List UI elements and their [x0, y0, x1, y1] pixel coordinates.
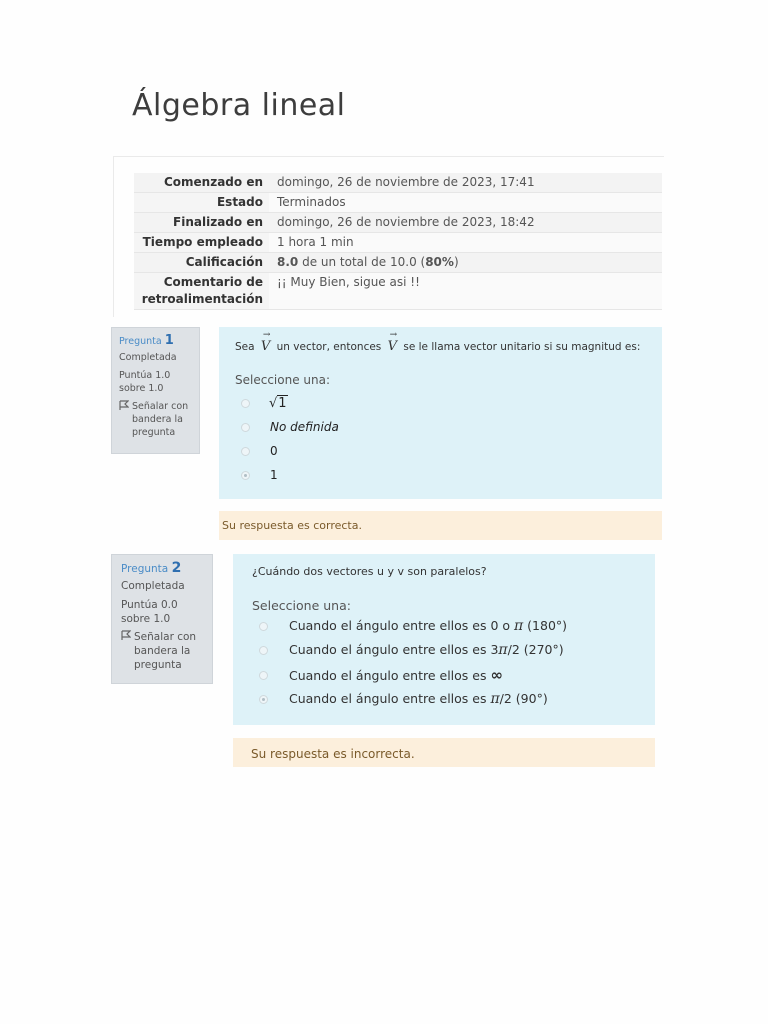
flag-icon	[121, 630, 131, 672]
summary-label: Comenzado en	[134, 173, 269, 193]
flag-question-link[interactable]	[121, 630, 203, 672]
vector-arrow: →	[262, 330, 271, 340]
summary-label: Tiempo empleado	[134, 233, 269, 253]
question-text: Sea → V un vector, entonces → V se le llama vector unitario si su magnitud es:	[235, 330, 641, 354]
summary-row-finished	[134, 213, 662, 233]
question-content-1	[219, 327, 662, 499]
question-number: Pregunta 2	[121, 560, 182, 576]
answer-option[interactable]	[259, 666, 503, 684]
feedback-text: Su respuesta es correcta.	[222, 519, 362, 532]
option-label: √1	[269, 396, 287, 411]
summary-label: Estado	[134, 193, 269, 213]
summary-label: Calificación	[134, 253, 269, 273]
radio-icon[interactable]	[259, 695, 268, 704]
radio-icon[interactable]	[241, 399, 250, 408]
question-status: Completada	[119, 352, 177, 363]
option-label: Cuando el ángulo entre ellos es 3π/2 (270°)	[289, 642, 564, 658]
radio-icon[interactable]	[259, 646, 268, 655]
summary-table	[134, 173, 662, 310]
summary-row-grade	[134, 253, 662, 273]
summary-row-time	[134, 233, 662, 253]
answer-option[interactable]	[241, 396, 288, 411]
question-info-2	[111, 554, 213, 684]
radio-icon[interactable]	[241, 423, 250, 432]
feedback-2	[233, 738, 655, 767]
answer-option[interactable]	[259, 642, 564, 658]
summary-label: Comentario de retroalimentación	[134, 273, 269, 310]
feedback-text: Su respuesta es incorrecta.	[251, 747, 415, 761]
question-status: Completada	[121, 580, 185, 592]
vector-symbol: V	[260, 339, 271, 354]
summary-label: Finalizado en	[134, 213, 269, 233]
page-title: Álgebra lineal	[132, 88, 346, 123]
question-score: Puntúa 0.0 sobre 1.0	[121, 599, 178, 625]
flag-question-link[interactable]	[119, 400, 192, 439]
question-info-1	[111, 327, 200, 454]
option-label: No definida	[270, 420, 339, 434]
summary-value	[269, 253, 662, 273]
summary-value: 1 hora 1 min	[269, 233, 662, 253]
feedback-1	[219, 511, 662, 540]
summary-row-state	[134, 193, 662, 213]
answer-option[interactable]	[241, 444, 278, 458]
option-label: Cuando el ángulo entre ellos es ∞	[289, 666, 503, 684]
option-label: Cuando el ángulo entre ellos es π/2 (90°)	[289, 691, 548, 707]
question-text: ¿Cuándo dos vectores u y v son paralelos?	[252, 565, 487, 578]
option-label: 1	[270, 468, 278, 482]
radio-icon[interactable]	[259, 622, 268, 631]
option-label: 0	[270, 444, 278, 458]
question-score: Puntúa 1.0 sobre 1.0	[119, 370, 171, 394]
option-label: Cuando el ángulo entre ellos es 0 o π (180°)	[289, 618, 568, 634]
radio-icon[interactable]	[241, 447, 250, 456]
grade-points: 8.0	[277, 255, 299, 269]
flag-icon	[119, 400, 129, 439]
summary-value: domingo, 26 de noviembre de 2023, 17:41	[269, 173, 662, 193]
summary-value: Terminados	[269, 193, 662, 213]
infinity-symbol: ∞	[490, 666, 503, 684]
flag-label: Señalar con bandera la pregunta	[132, 401, 189, 438]
select-label: Seleccione una:	[252, 598, 351, 613]
summary-row-feedback	[134, 273, 662, 310]
answer-option[interactable]	[241, 468, 278, 482]
answer-option[interactable]	[241, 420, 339, 434]
attempt-summary	[113, 156, 664, 317]
answer-option[interactable]	[259, 618, 567, 634]
summary-value: ¡¡ Muy Bien, sigue asi !!	[269, 273, 662, 310]
radio-icon[interactable]	[241, 471, 250, 480]
radio-icon[interactable]	[259, 671, 268, 680]
flag-label: Señalar con bandera la pregunta	[134, 631, 197, 671]
grade-percent: 80%	[425, 255, 454, 269]
question-number: Pregunta 1	[119, 333, 174, 348]
select-label: Seleccione una:	[235, 373, 330, 387]
summary-row-started	[134, 173, 662, 193]
summary-value: domingo, 26 de noviembre de 2023, 18:42	[269, 213, 662, 233]
grade-total: de un total de 10.0 (	[298, 255, 426, 269]
grade-close: )	[453, 255, 459, 269]
answer-option[interactable]	[259, 691, 548, 707]
question-content-2	[233, 554, 655, 725]
